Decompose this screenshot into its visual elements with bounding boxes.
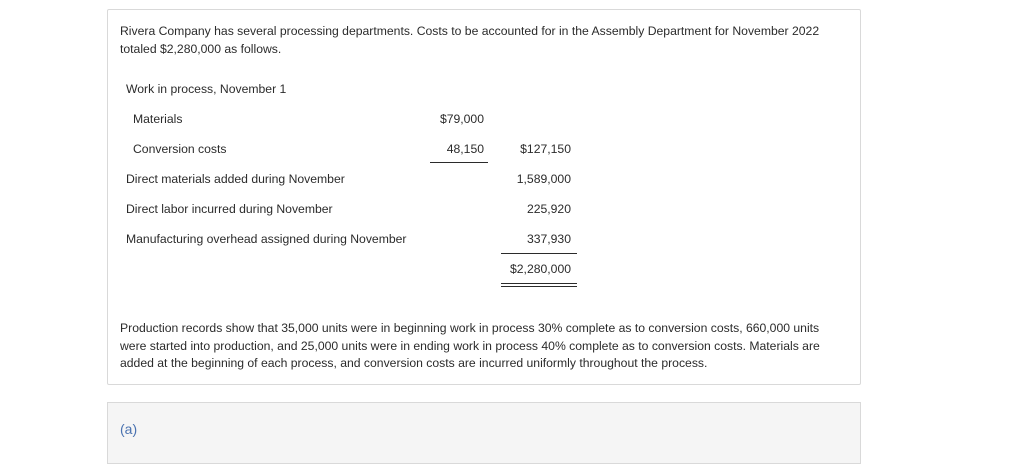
double-rule-bottom	[501, 286, 577, 287]
total-row	[108, 262, 860, 282]
dm-row	[108, 172, 860, 192]
part-a-card	[107, 402, 861, 464]
intro-text: Rivera Company has several processing departments. Costs to be accounted for in the Assembly Department for November 2022 totaled $2,280,000 as follows.	[120, 24, 820, 56]
subtotal-rule	[430, 162, 488, 163]
materials-value: $79,000	[439, 112, 484, 126]
conversion-label: Conversion costs	[133, 142, 227, 156]
wip-label: Work in process, November 1	[126, 82, 287, 96]
moh-row	[108, 232, 860, 252]
dm-value: 1,589,000	[516, 172, 571, 186]
dl-label: Direct labor incurred during November	[126, 202, 333, 216]
materials-row	[108, 112, 860, 132]
double-rule-top	[501, 283, 577, 284]
problem-card	[107, 9, 861, 385]
part-a-label: (a)	[120, 421, 138, 437]
dl-value: 225,920	[526, 202, 571, 216]
conversion-row	[108, 142, 860, 162]
wip-total-value: $127,150	[520, 142, 571, 156]
moh-value: 337,930	[526, 232, 571, 246]
total-rule	[501, 253, 577, 254]
production-text: Production records show that 35,000 units were in beginning work in process 30% complete as to conversion costs, 660,000 units were started into production, and 25,000 units were in ending work in process 40% complete as to conversion costs. Materials are added at the beginning of each process, and conversion costs are incurred uniformly throughout the process.	[120, 321, 820, 370]
wip-row	[108, 82, 860, 102]
grand-total-value: $2,280,000	[510, 262, 571, 276]
moh-label: Manufacturing overhead assigned during November	[126, 232, 407, 246]
dl-row	[108, 202, 860, 222]
conversion-value: 48,150	[446, 142, 484, 156]
materials-label: Materials	[133, 112, 183, 126]
dm-label: Direct materials added during November	[126, 172, 345, 186]
